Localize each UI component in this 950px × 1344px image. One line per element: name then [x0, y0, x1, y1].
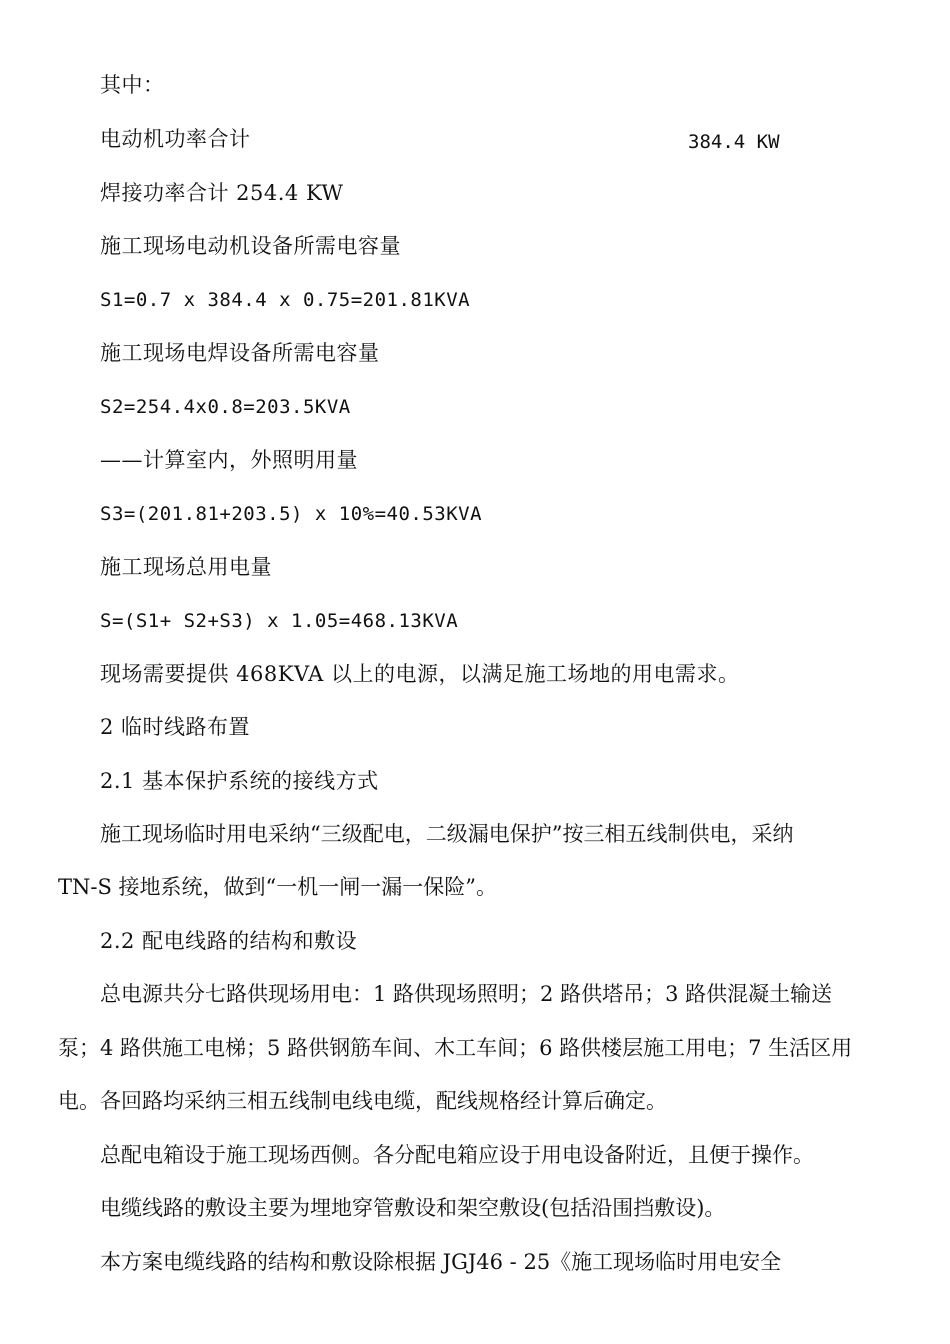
text-line: 现场需要提供 468KVA 以上的电源，以满足施工场地的用电需求。 — [100, 662, 740, 686]
text-line: ——计算室内，外照明用量 — [100, 448, 358, 472]
paragraph-line: 总电源共分七路供现场用电：1 路供现场照明；2 路供塔吊；3 路供混凝土输送 — [100, 982, 833, 1006]
paragraph-line: 电缆线路的敷设主要为埋地穿管敷设和架空敷设(包括沿围挡敷设)。 — [100, 1196, 726, 1220]
paragraph-line: 泵；4 路供施工电梯；5 路供钢筋车间、木工车间；6 路供楼层施工用电；7 生活区用 — [58, 1036, 853, 1060]
subsection-heading: 2.2 配电线路的结构和敷设 — [100, 929, 358, 953]
motor-power-value: 384.4 KW — [688, 131, 780, 153]
text-line: 焊接功率合计 254.4 KW — [100, 181, 344, 205]
motor-power-label: 电动机功率合计 — [100, 127, 251, 151]
paragraph-line: 电。各回路均采纳三相五线制电线电缆，配线规格经计算后确定。 — [58, 1089, 667, 1113]
formula-line: S3=(201.81+203.5) x 10%=40.53KVA — [100, 503, 483, 525]
formula-line: S1=0.7 x 384.4 x 0.75=201.81KVA — [100, 289, 471, 311]
paragraph-line: 总配电箱设于施工现场西侧。各分配电箱应设于用电设备附近，且便于操作。 — [100, 1143, 814, 1167]
paragraph-line: 本方案电缆线路的结构和敷设除根据 JGJ46 - 25《施工现场临时用电安全 — [100, 1250, 782, 1274]
section-heading: 2 临时线路布置 — [100, 715, 251, 739]
text-line: 施工现场电动机设备所需电容量 — [100, 234, 401, 258]
paragraph-line: TN-S 接地系统，做到“一机一闸一漏一保险”。 — [58, 875, 498, 899]
formula-line: S=(S1+ S2+S3) x 1.05=468.13KVA — [100, 610, 459, 632]
subsection-heading: 2.1 基本保护系统的接线方式 — [100, 769, 379, 793]
text-line: 施工现场总用电量 — [100, 555, 272, 579]
formula-line: S2=254.4x0.8=203.5KVA — [100, 396, 351, 418]
text-line: 其中： — [100, 73, 165, 97]
paragraph-line: 施工现场临时用电采纳“三级配电，二级漏电保护”按三相五线制供电，采纳 — [100, 822, 794, 846]
text-line: 施工现场电焊设备所需电容量 — [100, 341, 380, 365]
